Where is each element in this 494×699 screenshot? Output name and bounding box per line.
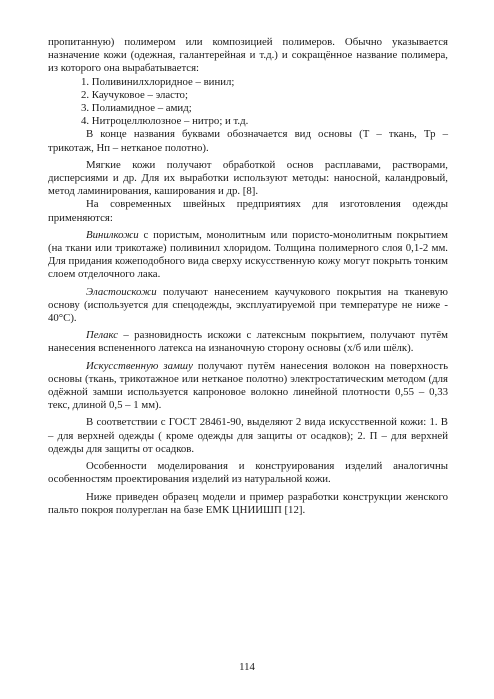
term-elasto-leather: Эластоискожи <box>86 285 157 298</box>
list-item: 3. Полиамидное – амид; <box>81 102 192 115</box>
paragraph-base-types: В конце названия буквами обозначается вид основы (Т – ткань, Тр – трикотаж, Нп – нетканое полотно). <box>48 128 448 154</box>
list-item: 2. Каучуковое – эласто; <box>81 88 188 101</box>
list-item: 1. Поливинилхлоридное – винил; <box>81 75 235 88</box>
paragraph-elasto-leather <box>48 286 448 326</box>
paragraph-artificial-suede <box>48 360 448 413</box>
text-elasto-leather: получают нанесением каучукового покрытия на тканевую основу (используется для спецодежды, эксплуатируемой при температуре не ниже - 40°C). <box>48 285 448 325</box>
paragraph-enterprises: На современных швейных предприятиях для изготовления одежды применяются: <box>48 198 448 224</box>
document-body <box>48 36 448 517</box>
text-pelaks: – разновидность искожи с латексным покрытием, получают путём нанесения вспененного латекса на изнаночную сторону основы (х/б или шёлк). <box>48 329 448 355</box>
paragraph-pelaks <box>48 329 448 355</box>
term-artificial-suede: Искусственную замшу <box>86 359 193 372</box>
paragraph-vinyl-leather <box>48 229 448 282</box>
term-pelaks: Пелакс <box>86 329 118 342</box>
paragraph-gost: В соответствии с ГОСТ 28461-90, выделяют 2 вида искусственной кожи: 1. В – для верхней одежды ( кроме одежды для защиты от осадков); 2. П – для верхней одежды для защиты от осадков. <box>48 416 448 455</box>
term-vinyl-leather: Винилкожи <box>86 228 139 241</box>
text-artificial-suede: получают путём нанесения волокон на поверхность основы (ткань, трикотажное или нетканое полотно) электростатическим методом (для одёжной замши используется капроновое волокно линейной плотности 0,55 – 0,33 текс, длиной 0,5 – 1 мм). <box>48 359 448 412</box>
paragraph-intro: пропитанную) полимером или композицией полимеров. Обычно указывается назначение кожи (одежная, галантерейная и т.д.) и сокращённое название полимера, из которого она вырабатывается: <box>48 36 448 75</box>
text-vinyl-leather: с пористым, монолитным или пористо-монолитным покрытием (на ткани или трикотаже) поливинил хлоридом. Толщина полимерного слоя 0,1-2 мм. Для придания кожеподобного вида сверху искусственную кожу могут покрыть тонким слоем отделочного лака. <box>48 228 448 281</box>
paragraph-sample-model: Ниже приведен образец модели и пример разработки конструкции женского пальто покроя полуреглан на базе ЕМК ЦНИИШП [12]. <box>48 490 448 516</box>
list-item: 4. Нитроцеллюлозное – нитро; и т.д. <box>81 115 249 128</box>
page-number: 114 <box>239 661 255 673</box>
paragraph-design-features: Особенности моделирования и конструирования изделий аналогичны особенностям проектирования изделий из натуральной кожи. <box>48 460 448 486</box>
leather-type-list <box>48 76 448 129</box>
paragraph-soft-leather: Мягкие кожи получают обработкой основ расплавами, растворами, дисперсиями и др. Для их выработки используют методы: наносной, каландровый, метод ламинирования, каширования и др. [8]. <box>48 158 448 198</box>
